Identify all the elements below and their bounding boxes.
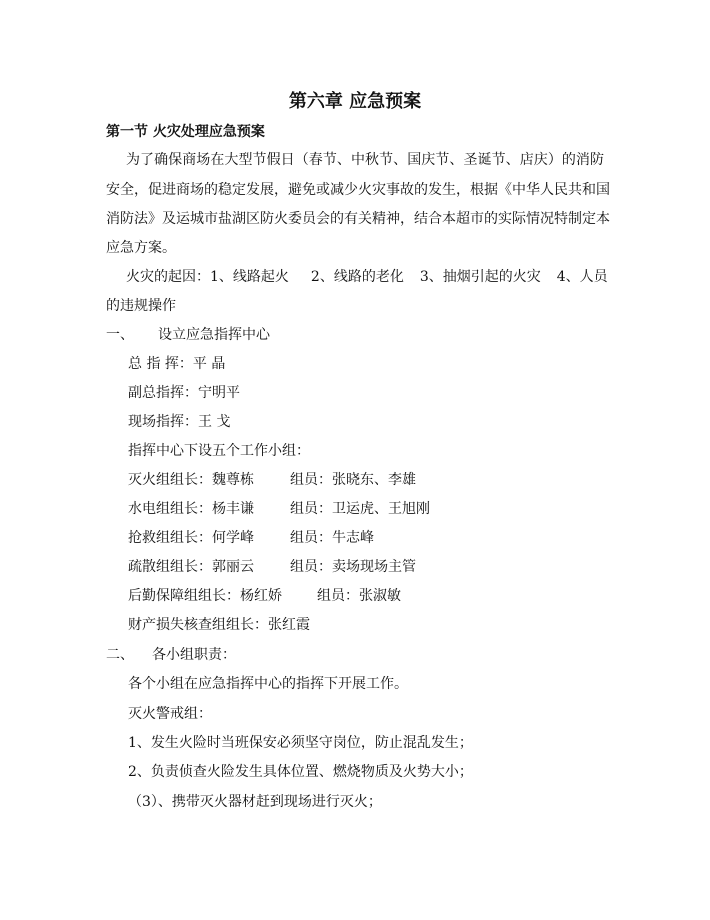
intro-line-1: 为了确保商场在大型节假日（春节、中秋节、国庆节、圣诞节、店庆）的消防	[126, 152, 604, 168]
cause-part-1: 火灾的起因：1、线路起火	[126, 269, 289, 285]
groups-intro: 指挥中心下设五个工作小组：	[128, 443, 310, 459]
group-leader: 后勤保障组组长：杨红娇	[128, 588, 282, 604]
cause-part-2: 2、线路的老化	[310, 269, 404, 285]
group-leader: 抢救组组长：何学峰	[128, 530, 254, 546]
cause-part-3: 3、抽烟引起的火灾	[419, 269, 541, 285]
section-heading: 第一节 火灾处理应急预案	[106, 124, 265, 140]
intro-line-4: 应急方案。	[106, 240, 176, 256]
fire-causes-line-2: 的违规操作	[106, 298, 176, 314]
commander: 总 指 挥：平 晶	[128, 356, 226, 372]
site-commander: 现场指挥：王 戈	[128, 414, 231, 430]
group-members: 组员：牛志峰	[290, 530, 374, 546]
heading-1-number: 一、	[106, 327, 134, 343]
cause-part-4: 4、人员	[556, 269, 608, 285]
duty-item: （3）、携带灭火器材赶到现场进行灭火；	[128, 794, 382, 810]
duty-item: 2、负责侦查火险发生具体位置、燃烧物质及火势大小；	[128, 764, 473, 780]
group-leader: 水电组组长：杨丰谦	[128, 501, 254, 517]
duty-intro: 各个小组在应急指挥中心的指挥下开展工作。	[128, 676, 408, 692]
heading-1-text: 设立应急指挥中心	[158, 327, 270, 343]
group-leader: 灭火组组长：魏尊栋	[128, 472, 254, 488]
fire-group-title: 灭火警戒组：	[128, 706, 212, 722]
property-group: 财产损失核查组组长：张红霞	[128, 617, 310, 633]
group-members: 组员：卖场现场主管	[290, 559, 416, 575]
heading-1	[106, 325, 270, 345]
heading-2-number: 二、	[106, 647, 134, 663]
group-leader: 疏散组组长：郭丽云	[128, 559, 254, 575]
fire-causes-line	[126, 267, 608, 287]
group-members: 组员：张淑敏	[317, 588, 401, 604]
group-members: 组员：张晓东、李雄	[290, 472, 416, 488]
duty-item: 1、发生火险时当班保安必须坚守岗位，防止混乱发生；	[128, 735, 473, 751]
intro-line-3: 消防法》及运城市盐湖区防火委员会的有关精神，结合本超市的实际情况特制定本	[106, 211, 610, 227]
heading-2	[106, 645, 236, 665]
group-members: 组员：卫运虎、王旭刚	[290, 501, 430, 517]
group-row	[128, 470, 254, 490]
intro-line-2: 安全，促进商场的稳定发展，避免或减少火灾事故的发生，根据《中华人民共和国	[106, 182, 610, 198]
heading-2-text: 各小组职责：	[152, 647, 236, 663]
deputy-commander: 副总指挥：宁明平	[128, 385, 240, 401]
chapter-title: 第六章 应急预案	[288, 91, 422, 112]
